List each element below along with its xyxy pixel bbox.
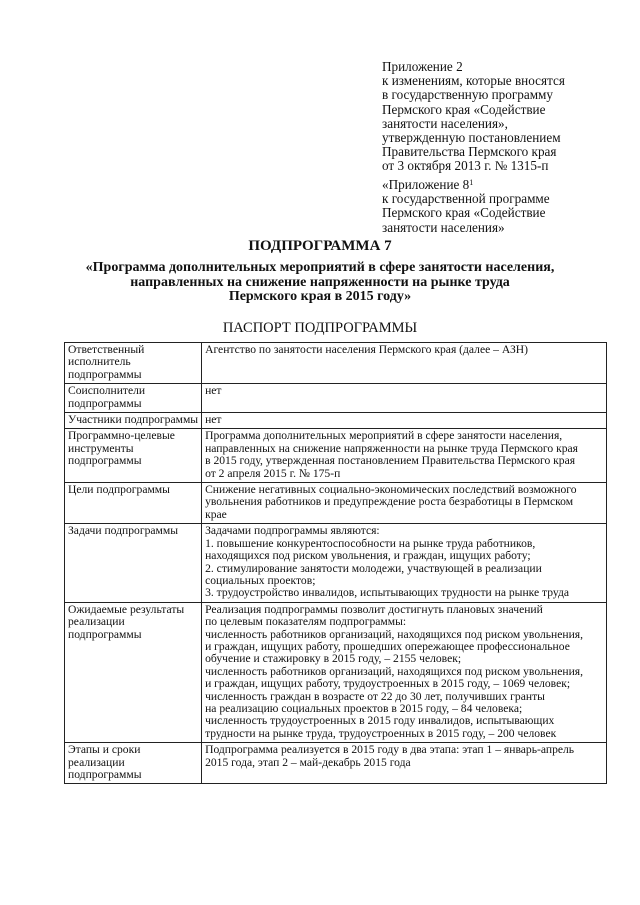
row-value-cell [202,384,607,413]
row-label-line: Участники подпрограммы [68,413,199,427]
row-label-line: реализации [68,615,125,629]
row-label-line: Соисполнители [68,384,146,398]
appendix-line: утвержденную постановлением [382,130,561,146]
table-row [65,743,607,784]
appendix-8-block [382,178,632,235]
appendix-2-block [382,60,632,174]
row-label-cell [65,743,202,784]
row-value-cell [202,743,607,784]
appendix-line: Правительства Пермского края [382,144,557,160]
row-value-line: и граждан, ищущих работу, прошедших опережающее профессиональное [205,639,570,653]
subtitle-line: Пермского края в 2015 году» [228,289,412,304]
row-value-line: Задачами подпрограммы являются: [205,524,380,538]
row-label-line: Ответственный [68,343,145,356]
appendix-8-line: занятости населения» [382,219,505,235]
row-label-line: подпрограммы [68,454,142,468]
row-value-line: нет [205,384,222,398]
row-label-line: Цели подпрограммы [68,483,170,497]
table-row [65,483,607,524]
row-value-cell [202,602,607,742]
row-value-line: численность трудоустроенных в 2015 году инвалидов, испытывающих [205,714,555,728]
table-row [65,602,607,742]
subprogram-title: ПОДПРОГРАММА 7 [248,238,392,254]
row-label-line: подпрограммы [68,367,142,381]
row-value-line: направленных на снижение напряженности на рынке труда Пермского края [205,441,578,455]
row-value-line: Программа дополнительных мероприятий в сфере занятости населения, [205,429,563,443]
appendix-line: от 3 октября 2013 г. № 1315-п [382,158,549,174]
row-label-cell [65,483,202,524]
passport-heading: ПАСПОРТ ПОДПРОГРАММЫ [222,320,418,336]
subtitle-line: «Программа дополнительных мероприятий в сфере занятости населения, [85,260,555,275]
subprogram-subtitle [0,261,640,305]
appendix-line: к изменениям, которые вносятся [382,73,565,89]
passport-table [64,342,607,784]
row-value-line: в 2015 году, утвержденная постановлением Правительства Пермского края [205,454,576,468]
row-label-cell [65,343,202,384]
table-row [65,384,607,413]
appendix-line: Пермского края «Содействие [382,101,546,117]
row-value-cell [202,524,607,602]
appendix-8-line: к государственной программе [382,191,550,207]
row-label-line: подпрограммы [68,396,142,410]
row-value-line: Агентство по занятости населения Пермского края (далее – АЗН) [205,343,528,356]
row-value-cell [202,429,607,483]
row-value-line: численность работников организаций, находящихся под риском увольнения, [205,627,584,641]
row-label-cell [65,602,202,742]
row-label-cell [65,524,202,602]
subtitle-line: направленных на снижение напряженности на рынке труда [130,274,510,290]
row-value-line: нет [205,413,222,427]
row-value-line: от 2 апреля 2015 г. № 175-п [205,466,341,480]
table-row [65,413,607,429]
row-value-line: крае [205,507,227,521]
row-value-line: Подпрограмма реализуется в 2015 году в два этапа: этап 1 – январь-апрель [205,743,575,757]
table-row [65,343,607,384]
row-value-cell [202,483,607,524]
row-value-line: 2015 года, этап 2 – май-декабрь 2015 года [205,755,411,769]
row-value-line: 3. трудоустройство инвалидов, испытывающих трудности на рынке труда [205,586,570,600]
table-row [65,524,607,602]
row-value-line: численность граждан в возрасте от 22 до 30 лет, получивших гранты [205,689,545,703]
row-value-line: численность работников организаций, находящихся под риском увольнения, [205,664,584,678]
row-label-line: подпрограммы [68,627,142,641]
row-label-line: Ожидаемые результаты [68,602,185,616]
row-label-cell [65,413,202,429]
row-label-line: Задачи подпрограммы [68,524,178,538]
row-value-line: находящихся под риском увольнения, и граждан, ищущих работу; [205,549,531,563]
appendix-8-heading: «Приложение $8^1$ [382,177,474,192]
row-value-line: социальных проектов; [205,573,316,587]
row-value-cell [202,413,607,429]
row-label-line: реализации [68,755,125,769]
row-value-line: трудности на рынке труда, трудоустроенных в 2015 году, – 200 человек [205,726,557,740]
row-value-line: на реализацию социальных проектов в 2015 году, – 84 человека; [205,701,523,715]
row-label-line: исполнитель [68,355,131,369]
row-label-line: Этапы и сроки [68,743,141,757]
row-value-line: по целевым показателям подпрограммы: [205,615,407,629]
appendix-8-superscript: 1 [469,178,474,187]
appendix-line: занятости населения», [382,115,508,131]
row-label-line: Программно-целевые [68,429,175,443]
row-value-line: обучение и стажировку в 2015 году, – 2155 человек; [205,652,462,666]
appendix-line: в государственную программу [382,87,553,103]
row-value-line: Снижение негативных социально-экономических последствий возможного [205,483,577,497]
row-value-line: 1. повышение конкурентоспособности на рынке труда работников, [205,536,536,550]
row-label-line: подпрограммы [68,768,142,781]
appendix-8-line: Пермского края «Содействие [382,205,546,221]
row-label-line: инструменты [68,441,134,455]
row-value-line: увольнения работников и предупреждение роста безработицы в Пермском [205,495,574,509]
row-label-cell [65,384,202,413]
row-value-cell [202,343,607,384]
row-label-cell [65,429,202,483]
table-row [65,429,607,483]
row-value-line: Реализация подпрограммы позволит достигнуть плановых значений [205,602,543,616]
row-value-line: и граждан, ищущих работу, трудоустроенных в 2015 году, – 1069 человек; [205,677,571,691]
row-value-line: 2. стимулирование занятости молодежи, участвующей в реализации [205,561,542,575]
appendix-line: Приложение 2 [382,59,463,74]
